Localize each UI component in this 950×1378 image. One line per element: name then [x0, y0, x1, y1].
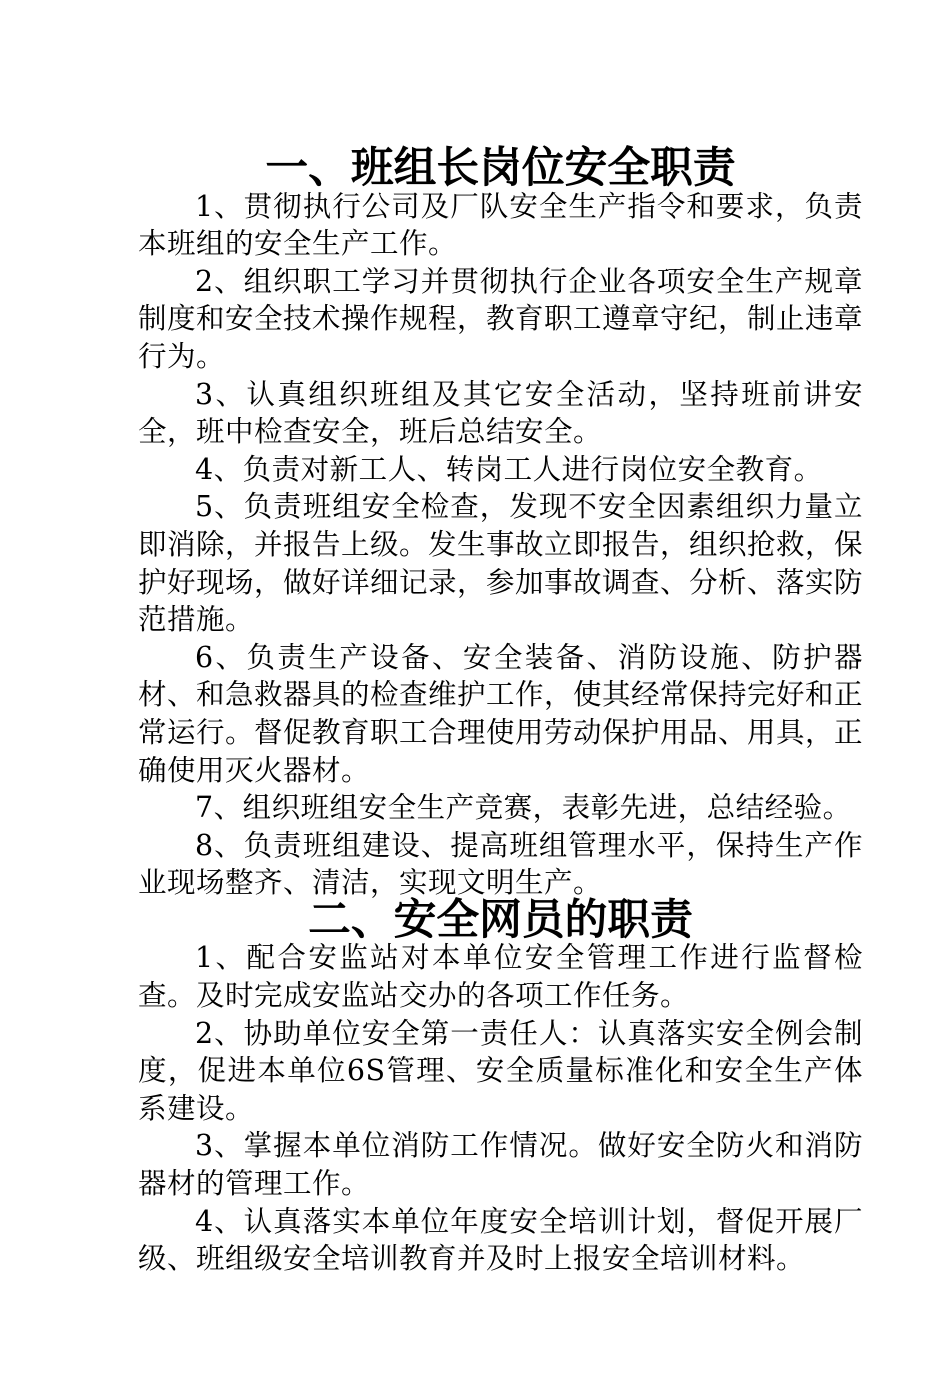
- section-2-item-1: 1、配合安监站对本单位安全管理工作进行监督检查。及时完成安监站交办的各项工作任务。: [138, 941, 863, 1013]
- section-1-item-4: 4、负责对新工人、转岗工人进行岗位安全教育。: [195, 452, 823, 486]
- document-page: [138, 143, 864, 1278]
- section-2-item-4: 4、认真落实本单位年度安全培训计划，督促开展厂级、班组级安全培训教育并及时上报安全培训材料。: [138, 1204, 863, 1276]
- section-1-item-7: 7、组织班组安全生产竞赛，表彰先进，总结经验。: [195, 791, 852, 825]
- section-2-title: 二、安全网员的职责: [308, 894, 693, 945]
- section-2-item-2: 2、协助单位安全第一责任人：认真落实安全例会制度，促进本单位6S管理、安全质量标准化和安全生产体系建设。: [138, 1016, 863, 1125]
- section-1-title: 一、班组长岗位安全职责: [265, 143, 736, 193]
- section-1-item-5: 5、负责班组安全检查，发现不安全因素组织力量立即消除，并报告上级。发生事故立即报告，组织抢救，保护好现场，做好详细记录，参加事故调查、分析、落实防范措施。: [138, 490, 864, 637]
- section-1-item-8: 8、负责班组建设、提高班组管理水平，保持生产作业现场整齐、清洁，实现文明生产。: [138, 828, 863, 900]
- section-2-item-3: 3、掌握本单位消防工作情况。做好安全防火和消防器材的管理工作。: [138, 1129, 863, 1201]
- section-1-item-1: 1、贯彻执行公司及厂队安全生产指令和要求，负责本班组的安全生产工作。: [138, 189, 863, 261]
- section-1-item-3: 3、认真组织班组及其它安全活动，坚持班前讲安全，班中检查安全，班后总结安全。: [138, 377, 863, 449]
- section-1-item-2: 2、组织职工学习并贯彻执行企业各项安全生产规章制度和安全技术操作规程，教育职工遵章守纪，制止违章行为。: [138, 264, 864, 373]
- section-1-item-6: 6、负责生产设备、安全装备、消防设施、防护器材、和急救器具的检查维护工作，使其经常保持完好和正常运行。督促教育职工合理使用劳动保护用品、用具，正确使用灭火器材。: [138, 640, 864, 787]
